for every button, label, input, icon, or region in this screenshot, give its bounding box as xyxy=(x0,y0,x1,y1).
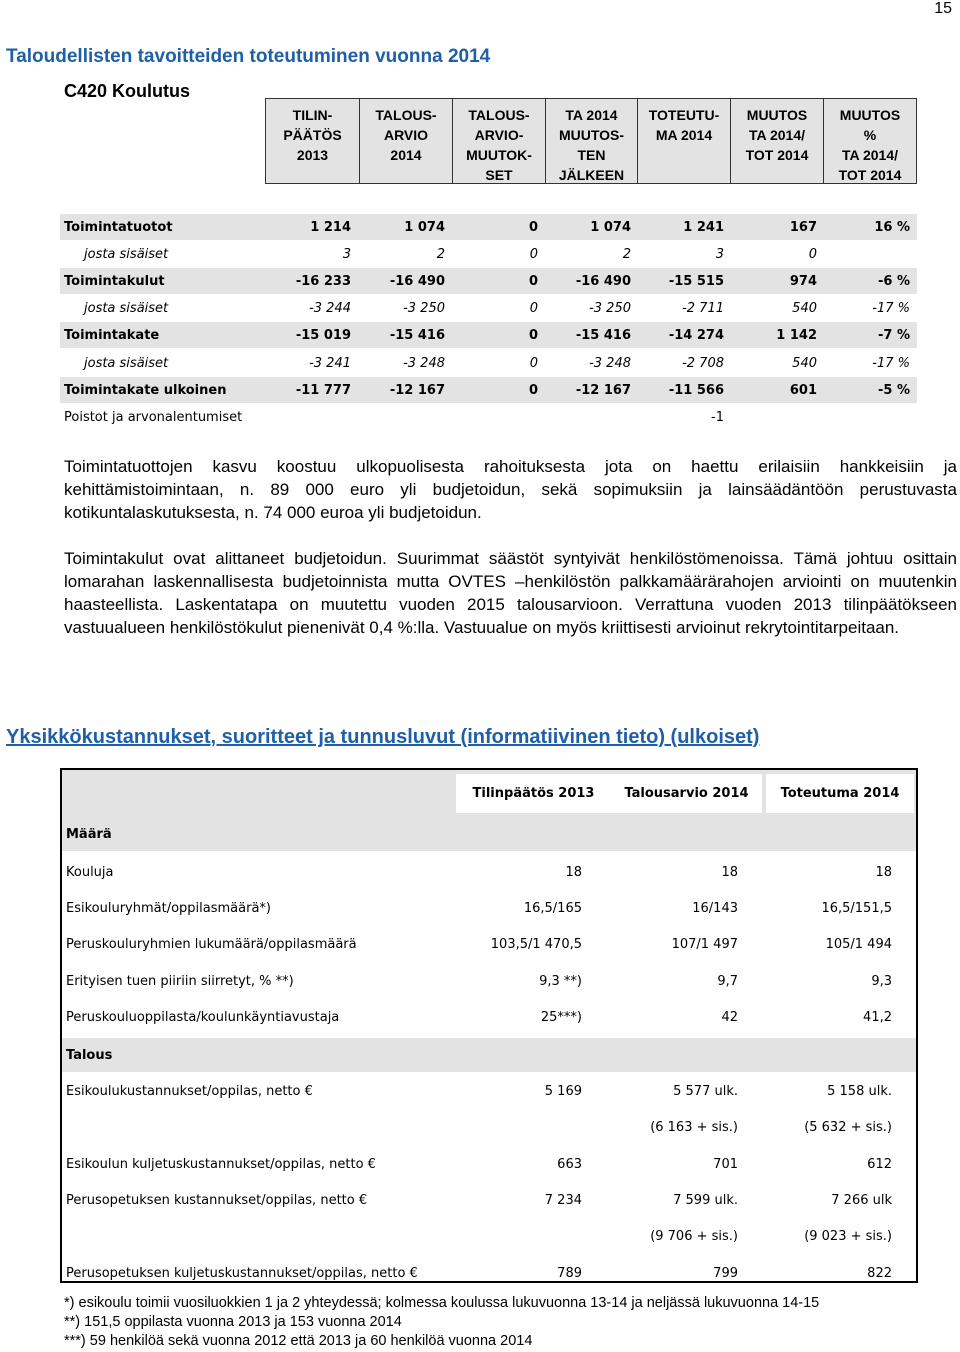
finance-cell: 0 xyxy=(528,274,538,289)
table-cell: 16,5/165 xyxy=(523,901,582,916)
finance-cell: 0 xyxy=(528,383,538,398)
finance-cell: -15 416 xyxy=(389,328,445,343)
unit-table-header xyxy=(62,770,916,818)
section-maara xyxy=(62,817,916,851)
finance-row-label: Poistot ja arvonalentumiset xyxy=(64,410,243,425)
finance-cell: 540 xyxy=(792,356,817,371)
table-cell: 663 xyxy=(557,1157,582,1172)
finance-cell: -12 167 xyxy=(389,383,445,398)
finance-cell: 2 xyxy=(436,247,445,262)
section-heading: Yksikkökustannukset, suoritteet ja tunnusluvut (informatiivinen tieto) (ulkoiset) xyxy=(6,726,760,748)
unit-cost-table xyxy=(60,768,918,1283)
finance-col-header: MUUTOS % TA 2014/ TOT 2014 xyxy=(823,98,917,184)
table-cell: 9,3 **) xyxy=(539,974,582,989)
section-talous-label: Talous xyxy=(66,1048,113,1063)
table-cell: 18 xyxy=(875,865,892,880)
finance-cell: -6 % xyxy=(878,274,910,289)
table-cell: 7 266 ulk xyxy=(831,1193,892,1208)
table-cell: 25***) xyxy=(540,1010,582,1025)
finance-cell: -15 416 xyxy=(575,328,631,343)
finance-cell: 1 142 xyxy=(776,328,817,343)
row-label: Perusopetuksen kustannukset/oppilas, netto € xyxy=(66,1193,368,1208)
finance-cell: -11 566 xyxy=(668,383,724,398)
table-cell: 9,3 xyxy=(871,974,892,989)
col-tp2013: Tilinpäätös 2013 xyxy=(456,774,611,813)
table-cell: 9,7 xyxy=(717,974,738,989)
finance-cell: -1 xyxy=(711,410,724,425)
finance-cell: -3 250 xyxy=(403,301,445,316)
finance-cell: 16 % xyxy=(874,220,910,235)
finance-cell: 0 xyxy=(528,328,538,343)
table-cell: 799 xyxy=(713,1266,738,1281)
finance-cell: -3 248 xyxy=(403,356,445,371)
table-cell: 16,5/151,5 xyxy=(821,901,892,916)
finance-col-header: TOTEUTU- MA 2014 xyxy=(637,98,730,184)
finance-col-header: TALOUS- ARVIO- MUUTOK- SET xyxy=(452,98,545,184)
unit-title: C420 Koulutus xyxy=(64,81,191,101)
finance-cell: -3 250 xyxy=(589,301,631,316)
finance-row-label: Toimintakate xyxy=(64,328,160,343)
row-label: Esikouluryhmät/oppilasmäärä*) xyxy=(66,901,271,916)
finance-row-label: Toimintakulut xyxy=(64,274,165,289)
finance-cell: 3 xyxy=(715,247,724,262)
table-cell: 5 577 ulk. xyxy=(673,1084,738,1099)
table-cell: (6 163 + sis.) xyxy=(650,1120,738,1135)
finance-cell: 540 xyxy=(792,301,817,316)
finance-row xyxy=(60,295,917,321)
table-cell: 41,2 xyxy=(863,1010,892,1025)
finance-row xyxy=(60,404,917,430)
table-cell: 107/1 497 xyxy=(671,937,738,952)
section-maara-label: Määrä xyxy=(66,827,112,842)
finance-cell: 974 xyxy=(789,274,817,289)
footnote: ***) 59 henkilöä sekä vuonna 2012 että 2013 ja 60 henkilöä vuonna 2014 xyxy=(64,1333,533,1349)
finance-header xyxy=(265,98,917,184)
row-label: Esikoulun kuljetuskustannukset/oppilas, netto € xyxy=(66,1157,376,1172)
finance-cell: 0 xyxy=(529,356,538,371)
finance-cell: -2 711 xyxy=(682,301,724,316)
finance-row xyxy=(60,268,917,294)
finance-row-label: Toimintakate ulkoinen xyxy=(64,383,227,398)
table-cell: (5 632 + sis.) xyxy=(804,1120,892,1135)
finance-row xyxy=(60,377,917,403)
footnote: **) 151,5 oppilasta vuonna 2013 ja 153 vuonna 2014 xyxy=(64,1314,402,1330)
table-cell: 105/1 494 xyxy=(825,937,892,952)
table-cell: 612 xyxy=(867,1157,892,1172)
finance-row-label: josta sisäiset xyxy=(84,356,169,371)
finance-cell: -16 490 xyxy=(389,274,445,289)
table-cell: 5 169 xyxy=(544,1084,582,1099)
row-label: Kouluja xyxy=(66,865,114,880)
table-cell: 7 599 ulk. xyxy=(673,1193,738,1208)
finance-cell: -17 % xyxy=(872,301,910,316)
finance-cell: 1 214 xyxy=(310,220,351,235)
row-label: Perusopetuksen kuljetuskustannukset/oppilas, netto € xyxy=(66,1266,418,1281)
paragraph-revenue: Toimintatuottojen kasvu koostuu ulkopuolisesta rahoituksesta jota on haettu erilaisiin hankkeisiin ja kehittämistoimintaan, n. 89 000 euro yli budjetoidun, sekä sopimuksiin ja lainsäädäntöön perustuvasta kotikuntalaskutuksesta, n. 74 000 euroa yli budjetoidun. xyxy=(64,457,957,522)
finance-cell: 1 074 xyxy=(590,220,631,235)
finance-cell: -5 % xyxy=(878,383,910,398)
finance-cell: 0 xyxy=(529,247,538,262)
page-heading: Taloudellisten tavoitteiden toteutuminen vuonna 2014 xyxy=(6,46,491,67)
finance-cell: 601 xyxy=(789,383,817,398)
table-cell: 5 158 ulk. xyxy=(827,1084,892,1099)
col-tot2014: Toteutuma 2014 xyxy=(766,774,914,813)
finance-cell: -12 167 xyxy=(575,383,631,398)
row-label: Peruskouluoppilasta/koulunkäyntiavustaja xyxy=(66,1010,340,1025)
finance-cell: 0 xyxy=(808,247,817,262)
footnotes xyxy=(64,1294,819,1351)
finance-cell: 1 074 xyxy=(404,220,445,235)
finance-cell: -3 248 xyxy=(589,356,631,371)
finance-col-header: MUUTOS TA 2014/ TOT 2014 xyxy=(730,98,823,184)
finance-cell: -7 % xyxy=(878,328,910,343)
finance-cell: -17 % xyxy=(872,356,910,371)
page-number: 15 xyxy=(934,0,952,17)
row-label: Peruskouluryhmien lukumäärä/oppilasmäärä xyxy=(66,937,357,952)
table-cell: 103,5/1 470,5 xyxy=(490,937,582,952)
finance-cell: 1 241 xyxy=(683,220,724,235)
table-cell: 16/143 xyxy=(692,901,738,916)
finance-cell: -11 777 xyxy=(295,383,351,398)
table-cell: 18 xyxy=(721,865,738,880)
section-talous xyxy=(62,1038,916,1072)
finance-cell: -16 490 xyxy=(575,274,631,289)
finance-row xyxy=(60,214,917,240)
finance-row xyxy=(60,322,917,348)
finance-cell: 167 xyxy=(789,220,817,235)
finance-row xyxy=(60,350,917,376)
table-cell: 7 234 xyxy=(544,1193,582,1208)
finance-cell: -15 515 xyxy=(668,274,724,289)
finance-cell: 0 xyxy=(529,301,538,316)
table-cell: 701 xyxy=(713,1157,738,1172)
row-label: Esikoulukustannukset/oppilas, netto € xyxy=(66,1084,313,1099)
table-cell: 789 xyxy=(557,1266,582,1281)
paragraph-costs: Toimintakulut ovat alittaneet budjetoidun. Suurimmat säästöt syntyivät henkilöstömenoissa. Tämä johtuu osittain lomarahan laskennallisesta budjetoinnista mutta OVTES –henkilöstön palkkamäärärahojen arviointi on muutenkin haasteellista. Laskentatapa on muutettu vuoden 2015 talousarvioon. Verrattuna vuoden 2013 tilinpäätökseen vastuualueen henkilöstökulut pienenivät 0,4 %:lla. Vastuualue on myös kriittisesti arvioinut rekrytointitarpeitaan. xyxy=(64,549,957,637)
finance-cell: -14 274 xyxy=(668,328,724,343)
finance-cell: -15 019 xyxy=(295,328,351,343)
table-cell: 822 xyxy=(867,1266,892,1281)
finance-row-label: Toimintatuotot xyxy=(64,220,173,235)
finance-col-header: TALOUS- ARVIO 2014 xyxy=(359,98,452,184)
finance-cell: -16 233 xyxy=(295,274,351,289)
finance-row-label: josta sisäiset xyxy=(84,247,169,262)
row-label: Erityisen tuen piiriin siirretyt, % **) xyxy=(66,974,294,989)
table-cell: (9 706 + sis.) xyxy=(650,1229,738,1244)
finance-cell: -3 244 xyxy=(309,301,351,316)
finance-col-header: TILIN- PÄÄTÖS 2013 xyxy=(265,98,359,184)
col-ta2014: Talousarvio 2014 xyxy=(611,774,762,813)
finance-col-header: TA 2014 MUUTOS- TEN JÄLKEEN xyxy=(545,98,637,184)
table-cell: 42 xyxy=(721,1010,738,1025)
finance-cell: 3 xyxy=(342,247,351,262)
finance-cell: -2 708 xyxy=(682,356,724,371)
finance-cell: 2 xyxy=(622,247,631,262)
footnote: *) esikoulu toimii vuosiluokkien 1 ja 2 yhteydessä; kolmessa koulussa lukuvuonna 13-14 ja neljässä lukuvuonna 14-15 xyxy=(64,1295,820,1311)
table-cell: (9 023 + sis.) xyxy=(804,1229,892,1244)
finance-cell: 0 xyxy=(528,220,538,235)
finance-row xyxy=(60,241,917,267)
finance-cell: -3 241 xyxy=(309,356,351,371)
table-cell: 18 xyxy=(565,865,582,880)
finance-row-label: josta sisäiset xyxy=(84,301,169,316)
